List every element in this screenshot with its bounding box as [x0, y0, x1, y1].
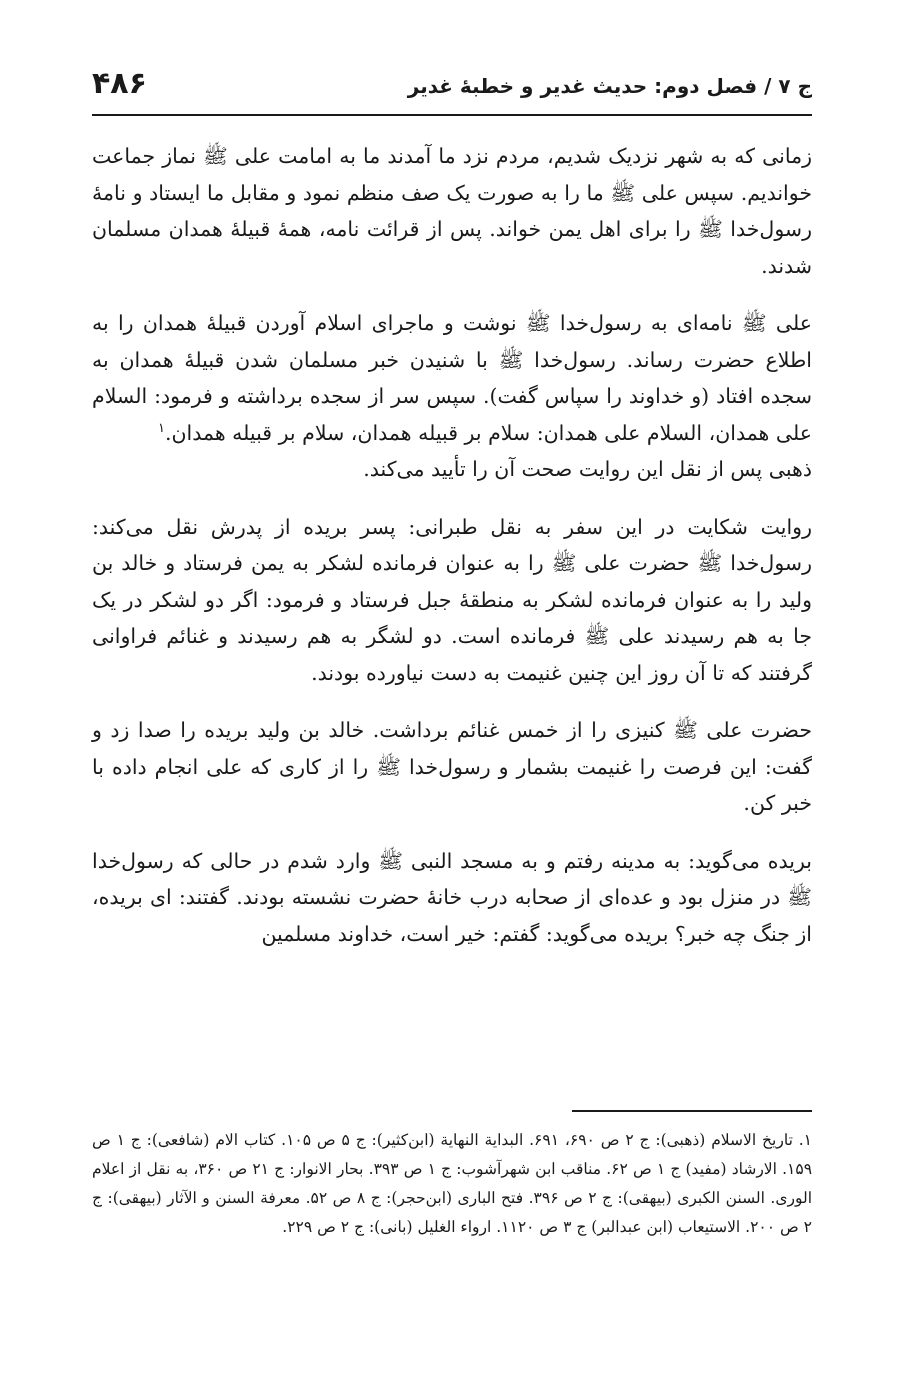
paragraph-1: زمانی که به شهر نزدیک شدیم، مردم نزد ما آمدند ما به امامت علی ﷺ نماز جماعت خواندیم. سپس علی ﷺ ما را به صورت یک صف منظم نمود و مقابل ما ایستاد و نامهٔ رسول‌خدا ﷺ را برای اهل یمن خواند. پس از قرائت نامه، همهٔ قبیلهٔ همدان مسلمان شدند.	[92, 144, 812, 278]
paragraph-5: حضرت علی ﷺ کنیزی را از خمس غنائم برداشت. خالد بن ولید بریده را صدا زد و گفت: این فرصت را غنیمت بشمار و رسول‌خدا ﷺ را از کاری که علی انجام داده با خبر کن.	[92, 718, 812, 815]
footnote-divider	[572, 1110, 812, 1112]
page-header	[92, 58, 812, 116]
paragraph-2-text: علی ﷺ نامه‌ای به رسول‌خدا ﷺ نوشت و ماجرای اسلام آوردن قبیلهٔ همدان را به اطلاع حضرت رساند. رسول‌خدا ﷺ با شنیدن خبر مسلمان شدن قبیلهٔ همدان به سجده افتاد (و خداوند را سپاس گفت). سپس سر از سجده برداشته و فرمود: السلام علی همدان، السلام علی همدان: سلام بر قبیله همدان، سلام بر قبیله همدان.	[92, 311, 812, 445]
paragraph-3: ذهبی پس از نقل این روایت صحت آن را تأیید می‌کند.	[363, 457, 812, 481]
paragraph-4: روایت شکایت در این سفر به نقل طبرانی: پسر بریده از پدرش نقل می‌کند: رسول‌خدا ﷺ حضرت علی ﷺ را به عنوان فرمانده لشکر به یمن فرستاد و خالد بن ولید را به عنوان فرمانده لشکر به منطقهٔ جبل فرستاد و فرمود: اگر دو لشکر در یک جا به هم رسیدند علی ﷺ فرمانده است. دو لشگر به هم رسیدند و غنائم فراوانی گرفتند که تا آن روز این چنین غنیمت به دست نیاورده بودند.	[92, 514, 812, 685]
page-number: ۴۸۶	[92, 66, 147, 101]
running-title: ج ۷ / فصل دوم: حدیث غدیر و خطبهٔ غدیر	[407, 74, 812, 98]
footnote-1: ۱. تاریخ الاسلام (ذهبی): ج ۲ ص ۶۹۰، ۶۹۱. البدایة النهایة (ابن‌کثیر): ج ۵ ص ۱۰۵. کتاب الام (شافعی): ج ۱ ص ۱۵۹. الارشاد (مفید) ج ۱ ص ۶۲. مناقب ابن شهرآشوب: ج ۱ ص ۳۹۳. بحار الانوار: ج ۲۱ ص ۳۶۰، به نقل از اعلام الوری. السنن الکبری (بیهقی): ج ۲ ص ۳۹۶. فتح الباری (ابن‌حجر): ج ۸ ص ۵۲. معرفة السنن و الآثار (بیهقی): ج ۲ ص ۲۰۰. الاستیعاب (ابن عبدالبر) ج ۳ ص ۱۱۲۰. ارواء الغلیل (بانی): ج ۲ ص ۲۲۹.	[92, 1131, 813, 1236]
paragraph-2	[92, 305, 812, 451]
book-page	[92, 58, 812, 1358]
page-body	[92, 116, 812, 952]
paragraph-6: بریده می‌گوید: به مدینه رفتم و به مسجد النبی ﷺ وارد شدم در حالی که رسول‌خدا ﷺ در منزل بود و عده‌ای از صحابه درب خانهٔ حضرت نشسته بودند. گفتند: ای بریده، از جنگ چه خبر؟ بریده می‌گوید: گفتم: خیر است، خداوند مسلمین	[92, 848, 812, 946]
footnote-reference[interactable]: ۱	[157, 420, 165, 436]
footnotes	[92, 1126, 812, 1242]
